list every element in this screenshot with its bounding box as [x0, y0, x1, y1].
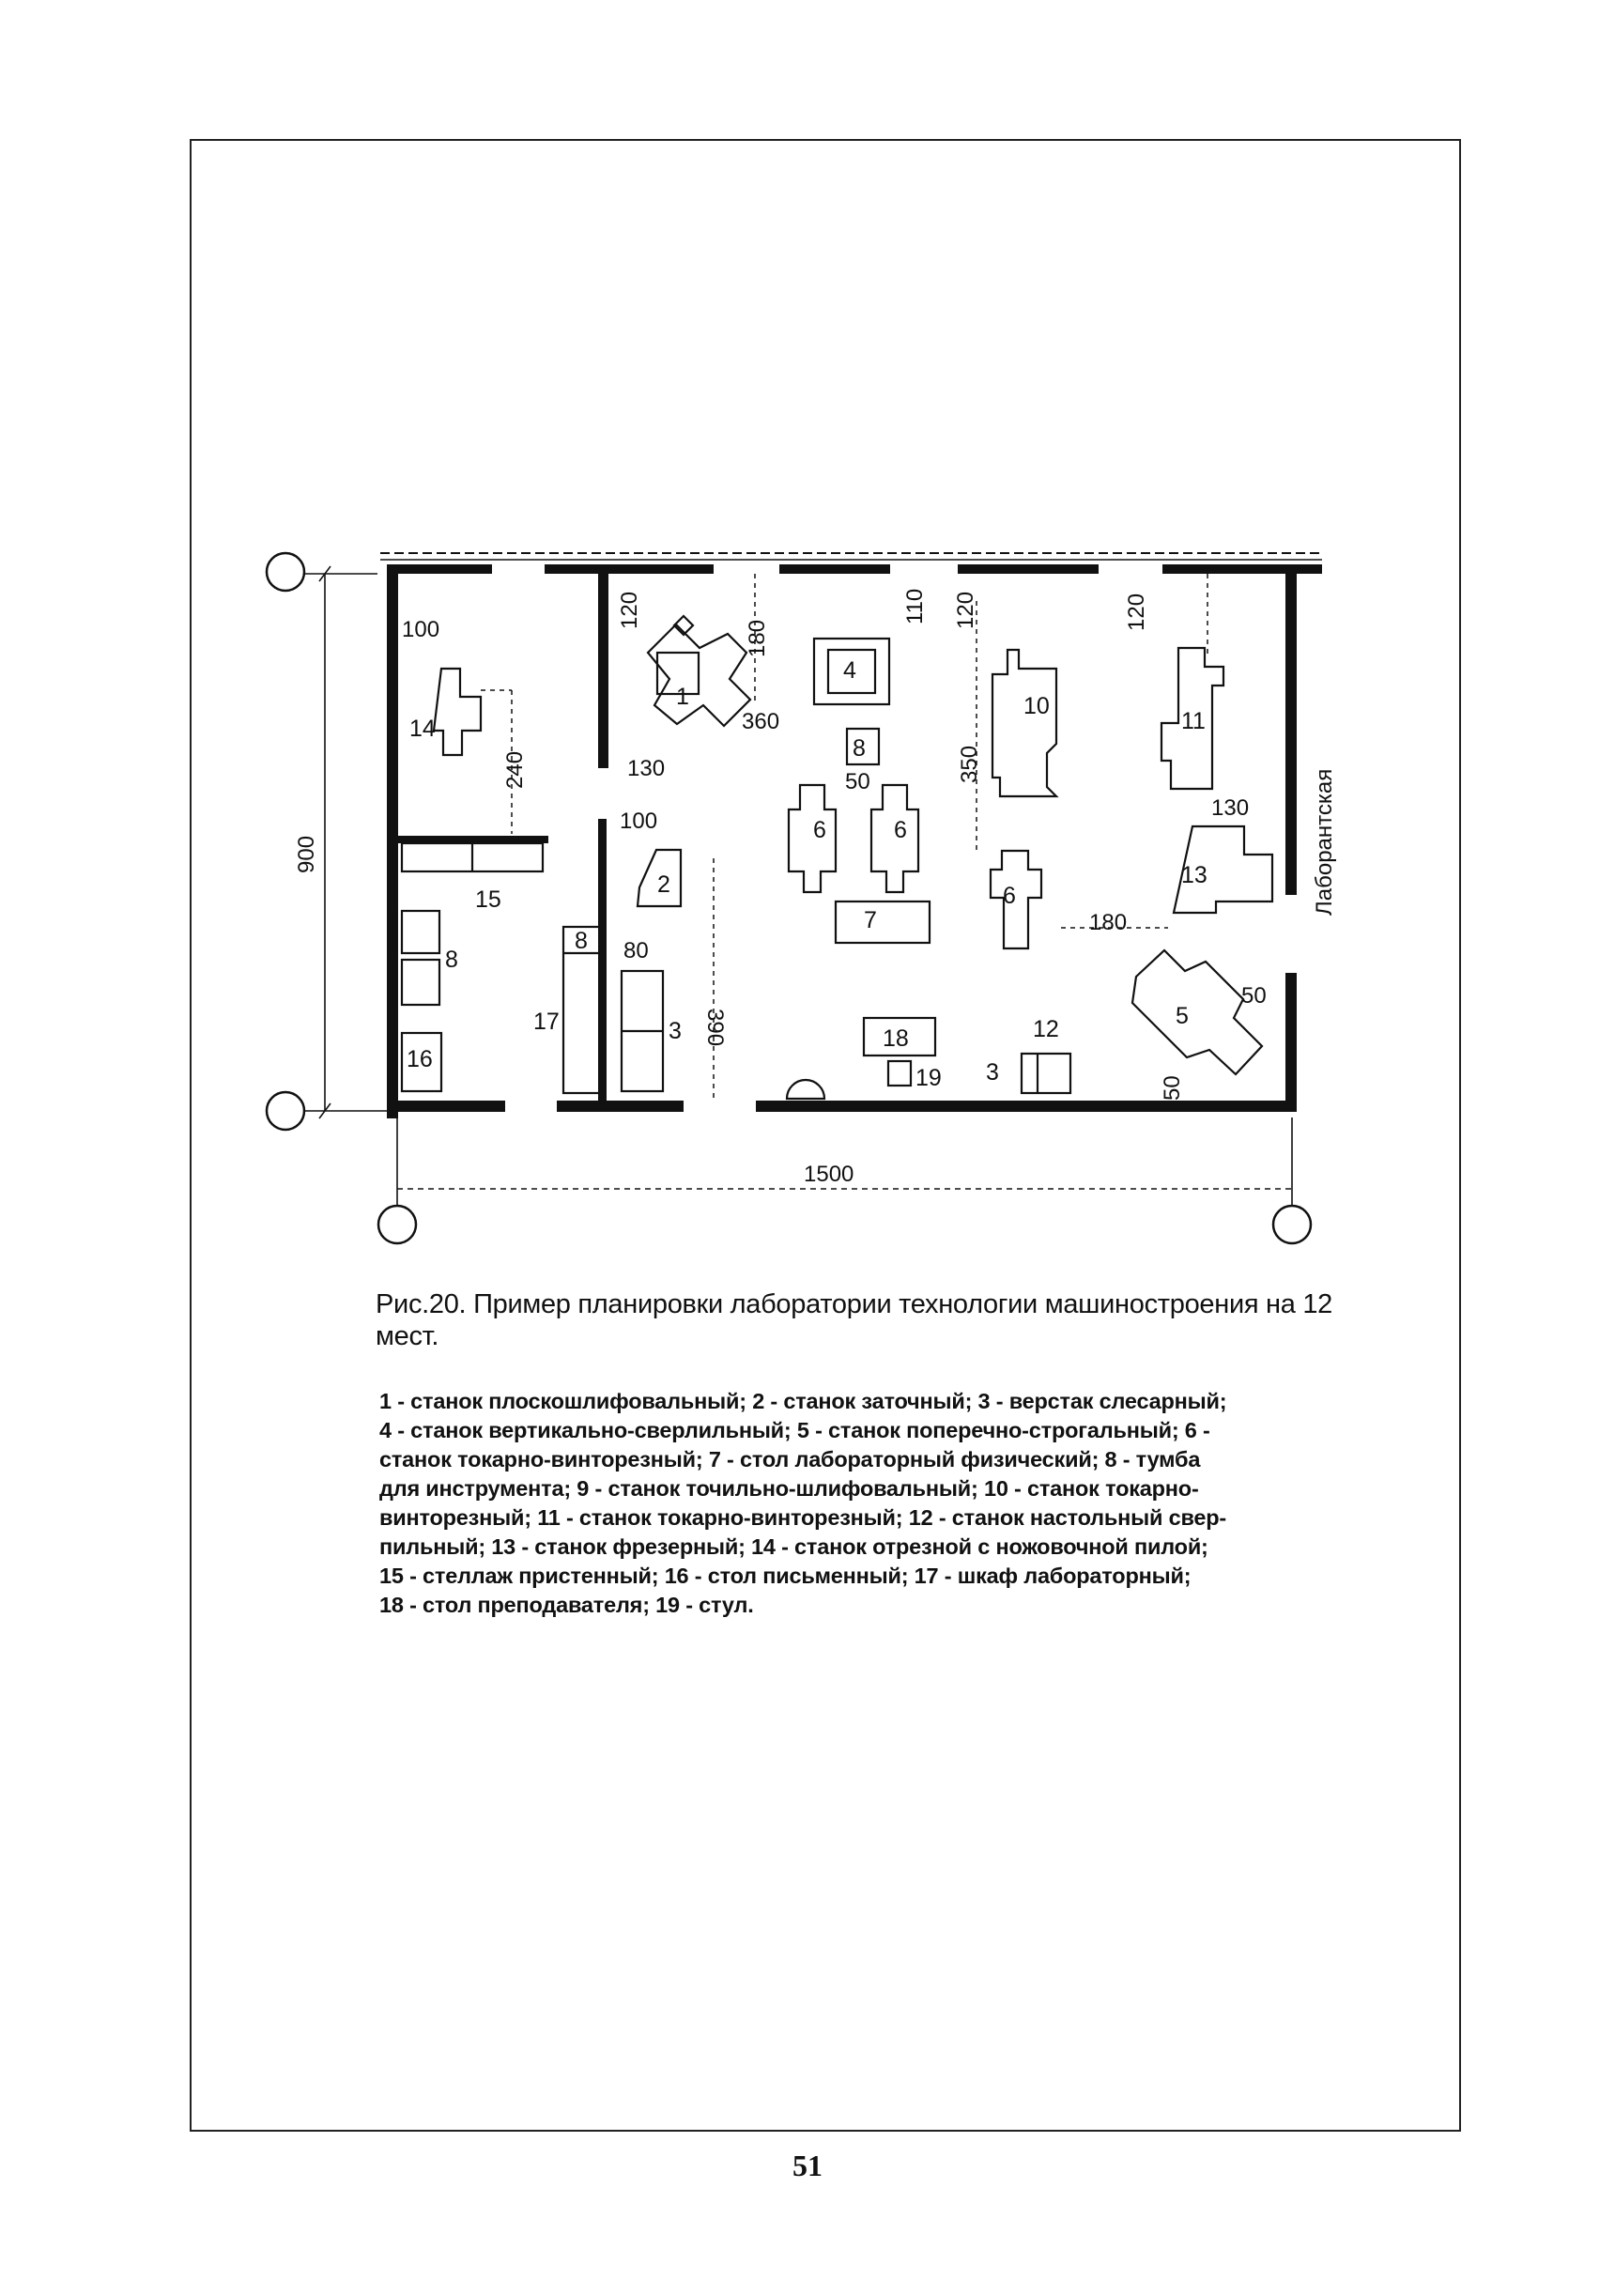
axis-markers: [267, 553, 1311, 1243]
legend-line: пильный; 13 - станок фрезерный; 14 - станок отрезной с ножовочной пилой;: [379, 1534, 1208, 1559]
plan-label-item-2: 2: [657, 871, 670, 898]
plan-label-item-17: 17: [533, 1009, 560, 1035]
work-zones: [481, 574, 1207, 1101]
dimension-label: 240: [502, 750, 528, 789]
legend-line: станок токарно-винторезный; 7 - стол лабораторный физический; 8 - тумба: [379, 1447, 1201, 1472]
dimension-label: 120: [617, 591, 642, 629]
dimension-label: 50: [845, 769, 870, 794]
plan-label-item-6: 6: [1003, 883, 1016, 909]
plan-label-item-8: 8: [445, 947, 458, 973]
legend: [379, 1387, 1384, 1620]
legend-line: 15 - стеллаж пристенный; 16 - стол письменный; 17 - шкаф лабораторный;: [379, 1564, 1192, 1588]
dimension-label: 120: [953, 591, 978, 629]
dimension-label: 360: [742, 709, 780, 734]
figure-caption: Рис.20. Пример планировки лаборатории технологии машиностроения на 12 мест.: [376, 1289, 1332, 1351]
plan-label-item-18: 18: [883, 1025, 909, 1052]
dimension-label: 120: [1124, 593, 1149, 631]
legend-line: 1 - станок плоскошлифовальный; 2 - станок заточный; 3 - верстак слесарный;: [379, 1389, 1227, 1413]
page-number: 51: [792, 2149, 823, 2182]
plan-labels: [294, 589, 1337, 1187]
plan-label-item-11: 11: [1181, 708, 1206, 734]
plan-label-item-16: 16: [407, 1046, 433, 1072]
dimension-label: 180: [745, 619, 770, 657]
plan-label-item-10: 10: [1023, 693, 1050, 719]
plan-label-item-4: 4: [843, 657, 856, 684]
plan-label-item-1: 1: [676, 684, 689, 710]
dimension-label: 130: [1211, 795, 1250, 821]
plan-label-item-7: 7: [864, 907, 877, 933]
legend-line: для инструмента; 9 - станок точильно-шлифовальный; 10 - станок токарно-: [379, 1476, 1199, 1501]
dimension-label: 110: [902, 588, 928, 624]
plan-label-item-3: 3: [669, 1018, 682, 1044]
legend-line: 18 - стол преподавателя; 19 - стул.: [379, 1593, 754, 1617]
dimension-label: 130: [627, 756, 666, 781]
plan-label-item-8: 8: [853, 735, 866, 762]
window-wall: [380, 553, 1322, 560]
dimension-label: 100: [402, 617, 440, 642]
plan-label-item-6: 6: [813, 817, 826, 843]
plan-label-item-3: 3: [986, 1059, 999, 1086]
dimension-label: 50: [1241, 983, 1267, 1009]
total-width-label: 1500: [804, 1162, 854, 1187]
dimension-label: 80: [623, 938, 649, 963]
plan-label-item-14: 14: [409, 716, 436, 742]
dimension-label: 180: [1089, 910, 1128, 935]
dimension-label: 50: [1160, 1075, 1185, 1101]
plan-label-item-15: 15: [475, 886, 501, 913]
dimension-label: 390: [702, 1009, 728, 1047]
total-height-label: 900: [294, 835, 319, 873]
dimension-label: 100: [620, 809, 658, 834]
plan-label-item-5: 5: [1176, 1003, 1189, 1029]
legend-line: винторезный; 11 - станок токарно-винторезный; 12 - станок настольный свер-: [379, 1505, 1227, 1530]
legend-line: 4 - станок вертикально-сверлильный; 5 - станок поперечно-строгальный; 6 -: [379, 1418, 1210, 1442]
plan-label-item-19: 19: [915, 1065, 942, 1091]
plan-label-item-13: 13: [1181, 862, 1207, 888]
plan-label-item-12: 12: [1033, 1016, 1059, 1042]
plan-label-item-6: 6: [894, 817, 907, 843]
room-label: Лаборантская: [1312, 768, 1337, 916]
plan-label-item-8: 8: [575, 928, 588, 954]
dimension-label: 350: [957, 745, 982, 783]
